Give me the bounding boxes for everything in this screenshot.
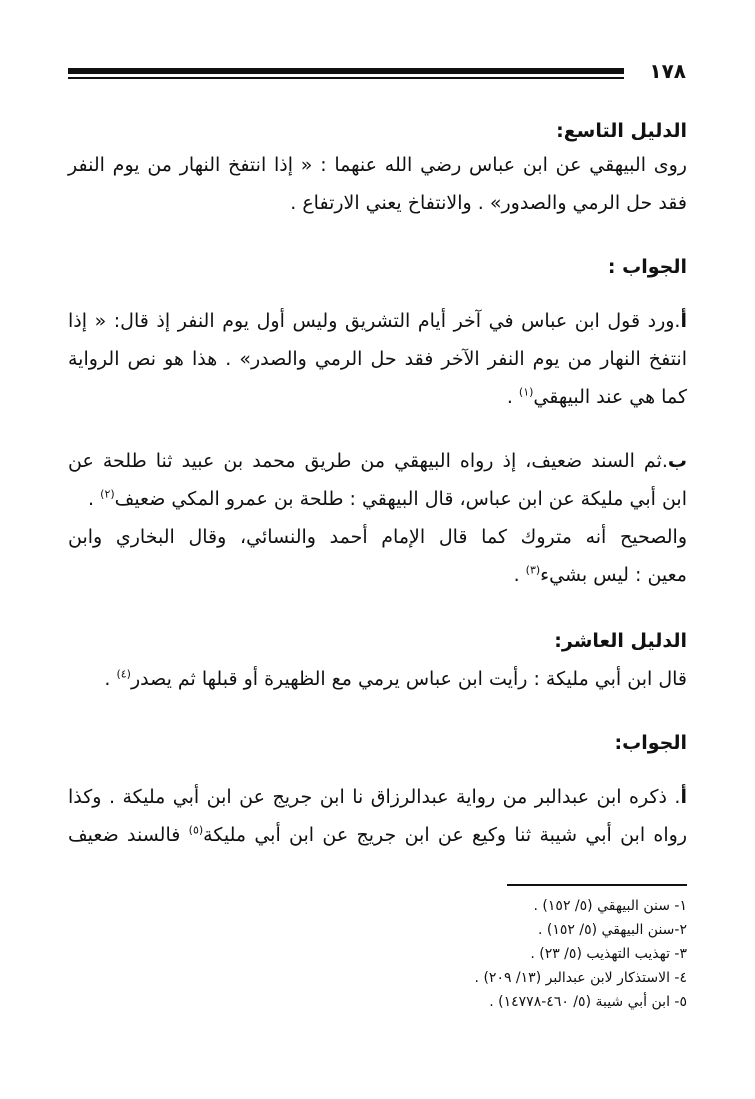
header-rule-thick	[68, 68, 624, 74]
answer-1-a-line-1	[68, 302, 687, 340]
answer-1-a-text-1: .ورد قول ابن عباس في آخر أيام التشريق وليس أول يوم النفر إذ قال: « إذا	[68, 310, 681, 332]
answer-1-b-text-2: ابن أبي مليكة عن ابن عباس، قال البيهقي : طلحة بن عمرو المكي ضعيف	[114, 488, 687, 510]
answer-2-heading: الجواب:	[614, 732, 687, 754]
answer-2-line-1	[68, 778, 687, 816]
page-header	[68, 60, 686, 84]
answer-1-b-text-4: معين : ليس بشيء	[540, 564, 687, 586]
answer-1-heading: الجواب :	[607, 256, 687, 278]
tenth-evidence-text	[68, 660, 687, 698]
footnote-ref-2: (٢)	[100, 487, 115, 501]
header-rule-thin	[68, 77, 624, 79]
answer-2-tail: فالسند ضعيف	[68, 824, 189, 846]
footnote-ref-3: (٣)	[525, 563, 541, 577]
footnotes	[475, 894, 687, 1014]
answer-1-part-a	[68, 302, 687, 416]
ninth-line-2: فقد حل الرمي والصدور» . والانتفاخ يعني الارتفاع .	[290, 192, 687, 214]
answer-2-text-1: . ذكره ابن عبدالبر من رواية عبدالرزاق نا ابن جريج عن ابن أبي مليكة . وكذا	[68, 786, 681, 808]
ninth-line-1: روى البيهقي عن ابن عباس رضي الله عنهما : « إذا انتفخ النهار من يوم النفر	[68, 154, 687, 176]
answer-1-b-end-2: .	[88, 488, 101, 510]
footnote-ref-1: (١)	[518, 385, 534, 399]
ninth-evidence-heading: الدليل التاسع:	[556, 120, 687, 142]
tenth-evidence-heading: الدليل العاشر:	[554, 630, 687, 652]
answer-1-b-marker: ب	[667, 450, 687, 472]
footnote-5: ٥- ابن أبي شيبة (٥/ ٤٦٠-١٤٧٧٨) .	[489, 994, 687, 1010]
footnote-separator	[507, 884, 687, 886]
answer-1-b-end-4: .	[513, 564, 526, 586]
footnote-ref-5: (٥)	[188, 823, 204, 837]
ninth-evidence-text	[68, 146, 687, 222]
answer-2-text	[68, 778, 687, 854]
answer-1-b-line-4	[68, 556, 687, 594]
footnote-4: ٤- الاستذكار لابن عبدالبر (١٣/ ٢٠٩) .	[474, 970, 687, 986]
answer-1-b-line-1	[68, 442, 687, 480]
answer-1-a-line-3	[68, 378, 687, 416]
answer-1-a-end: .	[506, 386, 519, 408]
answer-1-a-marker: أ	[680, 310, 687, 332]
answer-1-b-line-2	[68, 480, 687, 518]
footnote-2: ٢-سنن البيهقي (٥/ ١٥٢) .	[537, 922, 687, 938]
answer-2-text-2: رواه ابن أبي شيبة ثنا وكيع عن ابن جريج عن ابن أبي مليكة	[203, 824, 687, 846]
answer-1-b-line-3: والصحيح أنه متروك كما قال الإمام أحمد والنسائي، وقال البخاري وابن	[68, 526, 687, 548]
tenth-line-1	[68, 660, 687, 698]
footnote-1: ١- سنن البيهقي (٥/ ١٥٢) .	[533, 898, 687, 914]
tenth-end: .	[104, 668, 117, 690]
answer-2-a-marker: أ	[680, 786, 687, 808]
answer-1-a-text-3: كما هي عند البيهقي	[533, 386, 687, 408]
answer-1-b-text-1: .ثم السند ضعيف، إذ رواه البيهقي من طريق محمد بن عبيد ثنا طلحة عن	[68, 450, 668, 472]
footnote-ref-4: (٤)	[116, 667, 131, 681]
footnote-3: ٣- تهذيب التهذيب (٥/ ٢٣) .	[530, 946, 687, 962]
tenth-text: قال ابن أبي مليكة : رأيت ابن عباس يرمي مع الظهيرة أو قبلها ثم يصدر	[130, 668, 687, 690]
answer-2-line-2	[68, 816, 687, 854]
answer-1-a-line-2: انتفخ النهار من يوم النفر الآخر فقد حل الرمي والصدر» . هذا هو نص الرواية	[68, 348, 687, 370]
page-number: ١٧٨	[645, 60, 686, 82]
answer-1-part-b	[68, 442, 687, 594]
